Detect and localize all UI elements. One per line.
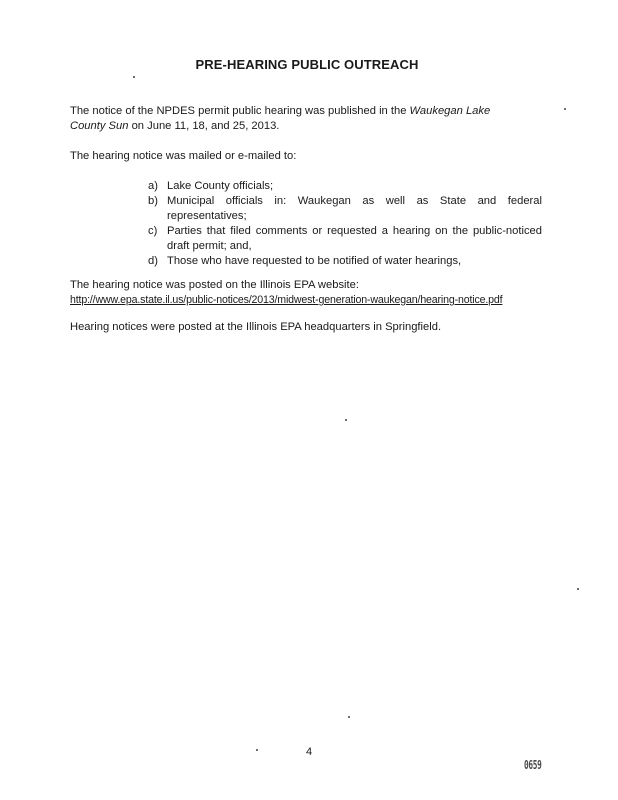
publication-dates: on June 11, 18, and 25, 2013. xyxy=(128,120,280,132)
list-item xyxy=(148,194,542,224)
bates-stamp: 0659 xyxy=(524,758,542,772)
hearing-notice-link[interactable]: http://www.epa.state.il.us/public-notices/2013/midwest-generation-waukegan/hearing-notice.pdf xyxy=(70,294,503,306)
recipient-list xyxy=(148,179,542,269)
list-marker: c) xyxy=(148,225,158,237)
publication-line-1 xyxy=(70,104,542,119)
scan-speck xyxy=(564,108,566,110)
scan-speck xyxy=(577,588,579,590)
list-item-text: Municipal officials in: Waukegan as well as State and federal representatives; xyxy=(167,195,542,222)
list-marker: a) xyxy=(148,180,158,192)
page-title: PRE-HEARING PUBLIC OUTREACH xyxy=(195,57,419,72)
list-item-text: Parties that filed comments or requested a hearing on the public-noticed draft permit; and, xyxy=(167,225,542,252)
publication-text-start: The notice of the NPDES permit public hearing was published in the xyxy=(70,105,410,117)
website-text: The hearing notice was posted on the Illinois EPA website: xyxy=(70,279,359,291)
list-item-text: Lake County officials; xyxy=(167,180,274,192)
page-number: 4 xyxy=(305,746,313,758)
scan-speck xyxy=(345,419,347,421)
headquarters-paragraph: Hearing notices were posted at the Illinois EPA headquarters in Springfield. xyxy=(70,321,442,333)
list-item xyxy=(148,224,542,254)
publication-paragraph xyxy=(70,104,542,134)
list-marker: b) xyxy=(148,195,158,207)
list-marker: d) xyxy=(148,255,158,267)
list-item-text: Those who have requested to be notified of water hearings, xyxy=(167,255,462,267)
publication-line-2 xyxy=(70,119,542,134)
scan-speck xyxy=(256,749,258,751)
mailing-paragraph: The hearing notice was mailed or e-mailed to: xyxy=(70,150,297,162)
list-item xyxy=(148,254,542,269)
list-item xyxy=(148,179,542,194)
scan-speck xyxy=(348,716,350,718)
newspaper-name-part-1: Waukegan Lake xyxy=(409,105,491,117)
scan-speck xyxy=(133,76,135,78)
website-paragraph xyxy=(70,278,542,308)
newspaper-name-part-2: County Sun xyxy=(70,120,129,132)
